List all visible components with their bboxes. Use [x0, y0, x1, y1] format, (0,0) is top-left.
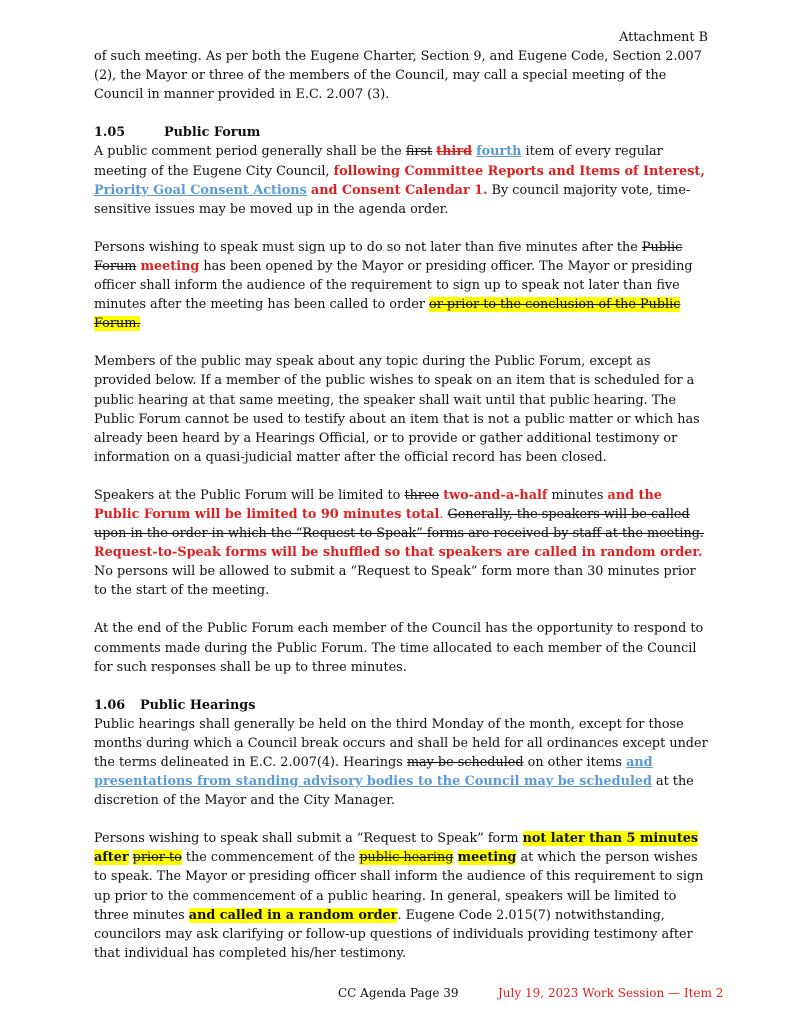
public-forum-paragraph-2 [94, 238, 708, 333]
text-run: . Eugene Code 2.015(7) notwithstanding, councilors may ask clarifying or follow-up questions of individuals providing testimony after that individual has completed his/her testimony. [94, 907, 693, 961]
text-run: Persons wishing to speak must sign up to do so not later than five minutes after the [94, 239, 642, 255]
text-run: item of every regular meeting of the Eugene City Council, [94, 144, 663, 179]
added-text: two-and-a-half [443, 487, 548, 503]
public-forum-paragraph-1 [94, 142, 708, 218]
highlighted-text: not later than 5 minutes after [94, 831, 699, 866]
agenda-page-number: CC Agenda Page 39 [338, 986, 459, 1000]
public-hearings-paragraph-2 [94, 829, 708, 963]
section-title: Public Hearings [140, 697, 256, 713]
inserted-text: Priority Goal Consent Actions [94, 182, 307, 198]
text-run: the commencement of the [185, 850, 360, 866]
deleted-text: third [436, 144, 473, 160]
text-run: Persons wishing to speak shall submit a “Request to Speak” form [94, 831, 523, 847]
public-hearings-paragraph-1 [94, 715, 708, 810]
text-run: at the discretion of the Mayor and the City Manager. [94, 774, 694, 809]
attachment-label: Attachment B [619, 30, 708, 45]
highlighted-text: and called in a random order [188, 907, 398, 923]
text-run: on other items [523, 755, 627, 770]
public-forum-paragraph-3: Members of the public may speak about any topic during the Public Forum, except as provided below. If a member of the public wishes to speak on an item that is scheduled for a public hearing at that same meeting, the speaker shall wait until that public hearing. The Public Forum cannot be used to testify about an item that is not a public matter or which has already been heard by a Hearings Official, or to provide or gather additional testimony or information on a quasi-judicial matter after the official record has been closed. [94, 354, 700, 465]
deleted-text: first [405, 144, 433, 160]
text-run: By council majority vote, time-sensitive issues may be moved up in the agenda order. [94, 182, 691, 217]
added-text: meeting [140, 258, 200, 274]
public-forum-paragraph-4 [94, 486, 708, 601]
deleted-text: three [404, 487, 440, 503]
added-text: following Committee Reports and Items of Interest, [333, 163, 705, 179]
intro-paragraph: of such meeting. As per both the Eugene Charter, Section 9, and Eugene Code, Section 2.007 (2), the Mayor or three of the members of the Council, may call a special meeting of the Council in manner provided in E.C. 2.007 (3). [94, 49, 702, 103]
text-run: A public comment period generally shall be the [94, 144, 406, 160]
section-number: 1.05 [94, 125, 126, 141]
deleted-highlighted-text: or prior to the conclusion of the Public Forum. [94, 297, 681, 332]
added-text: and the Public Forum will be limited to 90 minutes total [94, 487, 662, 522]
deleted-highlighted-text: public hearing [359, 850, 454, 866]
inserted-text: fourth [476, 144, 522, 160]
section-heading-1-06 [94, 696, 708, 715]
added-text: and Consent Calendar 1. [310, 182, 488, 198]
deleted-text: may be scheduled [406, 755, 524, 770]
text-run: has been opened by the Mayor or presiding officer. The Mayor or presiding officer shall inform the audience of the requirement to sign up to speak not later than five minutes after the meeting has been called to order [94, 258, 693, 313]
deleted-text: Generally, the speakers will be called upon in the order in which the “Request to Speak” forms are received by staff at the meeting. [94, 506, 704, 542]
highlighted-text: meeting [457, 850, 517, 866]
work-session-label: July 19, 2023 Work Session — Item 2 [498, 986, 724, 1000]
text-run: No persons will be allowed to submit a “Request to Speak” form more than 30 minutes prior to the start of the meeting. [94, 564, 696, 599]
inserted-text: and presentations from standing advisory bodies to the Council may be scheduled [94, 755, 653, 790]
text-run: Public hearings shall generally be held on the third Monday of the month, except for those months during which a Council break occurs and shall be held for all ordinances except under the terms delineated in E.C. 2.007(4). Hearings [94, 716, 708, 770]
deleted-text: Public Forum [94, 239, 683, 274]
text-run: . [439, 506, 444, 522]
text-run: Speakers at the Public Forum will be limited to [94, 487, 405, 503]
section-title: Public Forum [164, 125, 261, 141]
section-number: 1.06 [94, 697, 126, 713]
deleted-highlighted-text: prior to [132, 850, 182, 866]
section-heading-1-05 [94, 123, 708, 142]
text-run: minutes [547, 487, 608, 503]
text-run: at which the person wishes to speak. The Mayor or presiding officer shall inform the audience of this requirement to sign up prior to the commencement of a public hearing. In general, speakers will be limited to three minutes [94, 850, 704, 923]
document-page [94, 28, 708, 963]
public-forum-paragraph-5: At the end of the Public Forum each member of the Council has the opportunity to respond to comments made during the Public Forum. The time allocated to each member of the Council for such responses shall be up to three minutes. [94, 621, 704, 675]
added-text: Request-to-Speak forms will be shuffled so that speakers are called in random order. [94, 545, 703, 561]
